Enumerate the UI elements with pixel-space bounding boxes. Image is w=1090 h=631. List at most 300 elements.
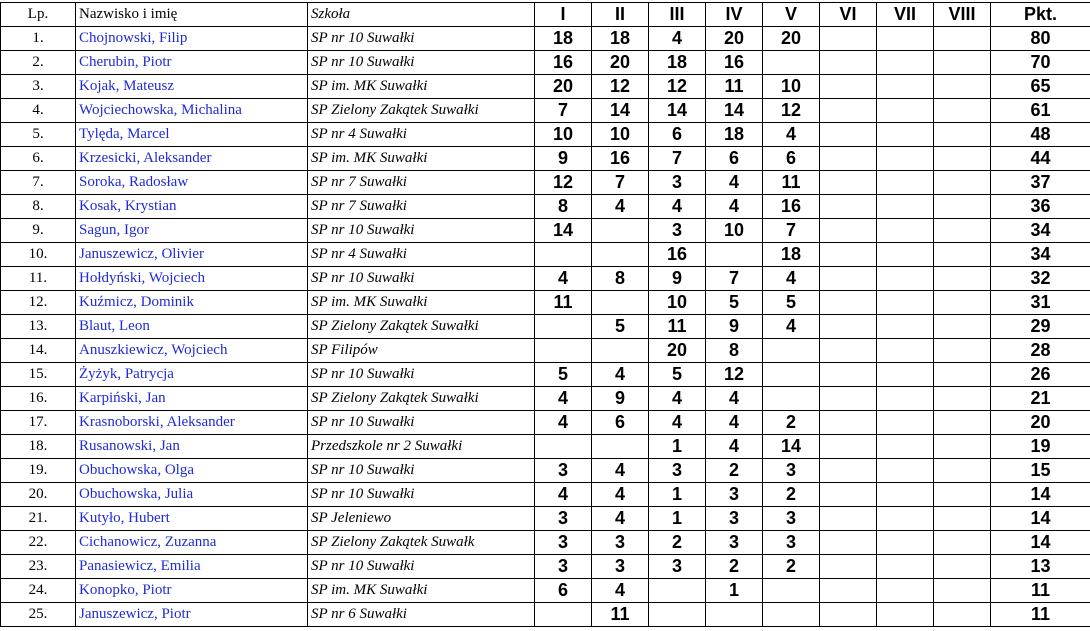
row-total: 21 <box>991 387 1090 411</box>
row-score <box>877 27 934 51</box>
row-school: SP nr 10 Suwałki <box>308 51 535 75</box>
row-total: 36 <box>991 195 1090 219</box>
row-total: 34 <box>991 219 1090 243</box>
row-score: 5 <box>592 315 649 339</box>
row-score: 7 <box>535 99 592 123</box>
results-table <box>0 2 1090 627</box>
table-row <box>1 459 1090 483</box>
row-score <box>934 603 991 627</box>
row-score <box>535 435 592 459</box>
header-round: VIII <box>934 3 991 27</box>
row-total: 26 <box>991 363 1090 387</box>
row-score <box>820 171 877 195</box>
row-score: 11 <box>535 291 592 315</box>
row-score <box>820 147 877 171</box>
row-score: 7 <box>592 171 649 195</box>
table-row <box>1 411 1090 435</box>
row-school: SP nr 7 Suwałki <box>308 171 535 195</box>
row-score: 20 <box>535 75 592 99</box>
row-name: Anuszkiewicz, Wojciech <box>76 339 308 363</box>
row-score: 5 <box>649 363 706 387</box>
row-lp: 25. <box>1 603 76 627</box>
row-name: Blaut, Leon <box>76 315 308 339</box>
header-name: Nazwisko i imię <box>76 3 308 27</box>
row-score: 4 <box>592 459 649 483</box>
row-score: 4 <box>706 435 763 459</box>
row-score <box>820 339 877 363</box>
row-name: Panasiewicz, Emilia <box>76 555 308 579</box>
row-score: 4 <box>649 387 706 411</box>
row-lp: 12. <box>1 291 76 315</box>
row-score <box>592 243 649 267</box>
row-score <box>877 603 934 627</box>
row-total: 13 <box>991 555 1090 579</box>
row-score: 16 <box>706 51 763 75</box>
row-score <box>877 579 934 603</box>
row-score <box>820 27 877 51</box>
row-score: 3 <box>649 219 706 243</box>
row-score <box>820 459 877 483</box>
row-school: SP nr 10 Suwałki <box>308 555 535 579</box>
row-name: Cherubin, Piotr <box>76 51 308 75</box>
row-name: Kutyło, Hubert <box>76 507 308 531</box>
row-lp: 17. <box>1 411 76 435</box>
row-score: 12 <box>592 75 649 99</box>
row-score: 1 <box>649 435 706 459</box>
row-score: 16 <box>763 195 820 219</box>
row-score <box>535 339 592 363</box>
row-score: 1 <box>649 483 706 507</box>
row-lp: 10. <box>1 243 76 267</box>
table-row <box>1 99 1090 123</box>
row-score <box>649 603 706 627</box>
row-name: Krzesicki, Aleksander <box>76 147 308 171</box>
row-score <box>877 171 934 195</box>
row-total: 20 <box>991 411 1090 435</box>
row-score <box>535 243 592 267</box>
row-score <box>820 99 877 123</box>
row-lp: 1. <box>1 27 76 51</box>
row-total: 14 <box>991 483 1090 507</box>
row-score <box>592 219 649 243</box>
table-body <box>1 27 1090 627</box>
row-score <box>820 603 877 627</box>
row-score: 1 <box>649 507 706 531</box>
row-name: Kojak, Mateusz <box>76 75 308 99</box>
row-name: Obuchowska, Olga <box>76 459 308 483</box>
row-score: 4 <box>592 507 649 531</box>
row-score: 11 <box>706 75 763 99</box>
row-score <box>763 51 820 75</box>
row-school: SP Zielony Zakątek Suwałki <box>308 387 535 411</box>
table-row <box>1 531 1090 555</box>
table-row <box>1 195 1090 219</box>
row-score <box>592 339 649 363</box>
row-total: 11 <box>991 579 1090 603</box>
row-score <box>934 291 991 315</box>
row-school: SP im. MK Suwałki <box>308 579 535 603</box>
row-score: 18 <box>706 123 763 147</box>
row-score: 11 <box>763 171 820 195</box>
row-score <box>934 363 991 387</box>
row-school: SP nr 10 Suwałki <box>308 363 535 387</box>
row-score: 8 <box>706 339 763 363</box>
row-total: 70 <box>991 51 1090 75</box>
row-score: 4 <box>535 267 592 291</box>
row-score: 9 <box>535 147 592 171</box>
row-score: 3 <box>706 507 763 531</box>
row-score <box>934 435 991 459</box>
table-row <box>1 483 1090 507</box>
row-score <box>934 123 991 147</box>
row-score <box>820 483 877 507</box>
row-lp: 22. <box>1 531 76 555</box>
row-score <box>763 339 820 363</box>
row-score: 7 <box>706 267 763 291</box>
header-round: VI <box>820 3 877 27</box>
row-score: 10 <box>649 291 706 315</box>
row-total: 29 <box>991 315 1090 339</box>
row-name: Soroka, Radosław <box>76 171 308 195</box>
row-school: SP im. MK Suwałki <box>308 75 535 99</box>
row-total: 37 <box>991 171 1090 195</box>
row-score <box>877 339 934 363</box>
row-score <box>877 147 934 171</box>
row-lp: 23. <box>1 555 76 579</box>
row-score: 12 <box>649 75 706 99</box>
row-score: 18 <box>535 27 592 51</box>
row-name: Kuźmicz, Dominik <box>76 291 308 315</box>
row-score <box>934 555 991 579</box>
row-total: 11 <box>991 603 1090 627</box>
row-score <box>877 267 934 291</box>
row-school: SP Zielony Zakątek Suwałki <box>308 315 535 339</box>
row-school: SP nr 6 Suwałki <box>308 603 535 627</box>
row-score: 2 <box>649 531 706 555</box>
row-score: 3 <box>763 507 820 531</box>
row-name: Krasnoborski, Aleksander <box>76 411 308 435</box>
header-row <box>1 3 1090 27</box>
row-total: 61 <box>991 99 1090 123</box>
row-score: 3 <box>706 531 763 555</box>
row-score: 14 <box>535 219 592 243</box>
row-score: 4 <box>592 195 649 219</box>
row-score <box>934 51 991 75</box>
row-score <box>877 219 934 243</box>
row-lp: 14. <box>1 339 76 363</box>
row-total: 15 <box>991 459 1090 483</box>
row-score <box>934 339 991 363</box>
row-score <box>763 387 820 411</box>
row-score <box>820 123 877 147</box>
row-score <box>877 411 934 435</box>
row-score <box>877 123 934 147</box>
row-score: 9 <box>649 267 706 291</box>
row-lp: 3. <box>1 75 76 99</box>
row-score: 3 <box>649 171 706 195</box>
row-score: 18 <box>763 243 820 267</box>
row-score <box>592 435 649 459</box>
row-score: 4 <box>535 387 592 411</box>
row-score <box>934 315 991 339</box>
table-row <box>1 27 1090 51</box>
row-score <box>877 435 934 459</box>
row-lp: 18. <box>1 435 76 459</box>
row-score <box>877 387 934 411</box>
row-score <box>934 531 991 555</box>
table-row <box>1 51 1090 75</box>
row-score <box>877 459 934 483</box>
row-score <box>934 267 991 291</box>
row-score <box>820 363 877 387</box>
row-score <box>877 243 934 267</box>
table-row <box>1 555 1090 579</box>
row-lp: 2. <box>1 51 76 75</box>
row-score <box>877 291 934 315</box>
row-score: 18 <box>649 51 706 75</box>
row-score: 5 <box>706 291 763 315</box>
row-school: SP Jeleniewo <box>308 507 535 531</box>
row-score: 18 <box>592 27 649 51</box>
row-score: 20 <box>592 51 649 75</box>
row-score: 2 <box>763 555 820 579</box>
row-name: Kosak, Krystian <box>76 195 308 219</box>
row-name: Hołdyński, Wojciech <box>76 267 308 291</box>
row-score: 10 <box>706 219 763 243</box>
row-score <box>877 363 934 387</box>
row-score: 2 <box>706 555 763 579</box>
table-row <box>1 267 1090 291</box>
row-name: Konopko, Piotr <box>76 579 308 603</box>
row-school: SP nr 7 Suwałki <box>308 195 535 219</box>
table-row <box>1 219 1090 243</box>
row-lp: 16. <box>1 387 76 411</box>
row-score: 4 <box>649 195 706 219</box>
row-score: 8 <box>535 195 592 219</box>
row-score <box>934 579 991 603</box>
row-name: Chojnowski, Filip <box>76 27 308 51</box>
row-total: 44 <box>991 147 1090 171</box>
row-lp: 4. <box>1 99 76 123</box>
row-score: 12 <box>535 171 592 195</box>
table-row <box>1 243 1090 267</box>
table-row <box>1 315 1090 339</box>
row-score: 10 <box>763 75 820 99</box>
row-score <box>535 603 592 627</box>
row-lp: 8. <box>1 195 76 219</box>
row-score <box>934 171 991 195</box>
row-score: 4 <box>763 123 820 147</box>
row-name: Obuchowska, Julia <box>76 483 308 507</box>
header-round: VII <box>877 3 934 27</box>
table-row <box>1 75 1090 99</box>
row-score <box>820 555 877 579</box>
row-score: 3 <box>592 555 649 579</box>
row-score: 20 <box>649 339 706 363</box>
row-score: 3 <box>706 483 763 507</box>
row-score: 16 <box>535 51 592 75</box>
row-score: 4 <box>706 387 763 411</box>
row-score <box>934 219 991 243</box>
header-total: Pkt. <box>991 3 1090 27</box>
row-score <box>820 315 877 339</box>
row-score <box>820 75 877 99</box>
row-total: 14 <box>991 507 1090 531</box>
row-score <box>934 411 991 435</box>
row-name: Wojciechowska, Michalina <box>76 99 308 123</box>
row-score: 12 <box>706 363 763 387</box>
row-score: 14 <box>706 99 763 123</box>
row-score: 5 <box>535 363 592 387</box>
row-score: 14 <box>592 99 649 123</box>
row-name: Cichanowicz, Zuzanna <box>76 531 308 555</box>
row-name: Januszewicz, Olivier <box>76 243 308 267</box>
row-score <box>877 531 934 555</box>
row-score: 6 <box>535 579 592 603</box>
table-row <box>1 579 1090 603</box>
table-row <box>1 363 1090 387</box>
row-school: SP nr 10 Suwałki <box>308 411 535 435</box>
row-name: Sagun, Igor <box>76 219 308 243</box>
row-score: 14 <box>763 435 820 459</box>
row-score <box>820 531 877 555</box>
row-name: Rusanowski, Jan <box>76 435 308 459</box>
row-score: 7 <box>649 147 706 171</box>
row-score: 2 <box>763 483 820 507</box>
row-lp: 13. <box>1 315 76 339</box>
row-score: 3 <box>592 531 649 555</box>
row-score <box>877 507 934 531</box>
row-score <box>877 555 934 579</box>
row-score: 3 <box>535 555 592 579</box>
row-score <box>877 75 934 99</box>
header-lp: Lp. <box>1 3 76 27</box>
row-lp: 15. <box>1 363 76 387</box>
header-round: V <box>763 3 820 27</box>
table-row <box>1 147 1090 171</box>
row-score <box>820 411 877 435</box>
row-score <box>934 507 991 531</box>
row-score: 20 <box>706 27 763 51</box>
row-score: 4 <box>649 27 706 51</box>
header-round: IV <box>706 3 763 27</box>
row-score: 7 <box>763 219 820 243</box>
row-score <box>706 243 763 267</box>
row-score <box>877 51 934 75</box>
header-school: Szkoła <box>308 3 535 27</box>
row-score <box>934 195 991 219</box>
row-score: 4 <box>535 411 592 435</box>
row-school: SP im. MK Suwałki <box>308 291 535 315</box>
row-score: 14 <box>649 99 706 123</box>
row-score <box>877 99 934 123</box>
row-score: 9 <box>592 387 649 411</box>
row-score: 4 <box>706 411 763 435</box>
row-score: 3 <box>535 531 592 555</box>
row-lp: 11. <box>1 267 76 291</box>
row-score <box>820 435 877 459</box>
row-score: 4 <box>706 195 763 219</box>
header-round: III <box>649 3 706 27</box>
row-score: 4 <box>535 483 592 507</box>
row-score: 4 <box>763 267 820 291</box>
row-total: 34 <box>991 243 1090 267</box>
row-score: 5 <box>763 291 820 315</box>
row-score <box>934 387 991 411</box>
row-total: 65 <box>991 75 1090 99</box>
row-score <box>934 99 991 123</box>
row-score <box>763 363 820 387</box>
row-score <box>934 459 991 483</box>
row-score: 11 <box>649 315 706 339</box>
row-score: 3 <box>763 531 820 555</box>
row-score: 20 <box>763 27 820 51</box>
row-name: Żyżyk, Patrycja <box>76 363 308 387</box>
row-score: 9 <box>706 315 763 339</box>
row-score: 4 <box>592 579 649 603</box>
row-score: 3 <box>535 507 592 531</box>
row-score: 11 <box>592 603 649 627</box>
row-score: 4 <box>649 411 706 435</box>
row-school: SP nr 10 Suwałki <box>308 483 535 507</box>
table-row <box>1 507 1090 531</box>
row-score: 6 <box>706 147 763 171</box>
table-row <box>1 339 1090 363</box>
row-score: 8 <box>592 267 649 291</box>
row-total: 32 <box>991 267 1090 291</box>
row-total: 48 <box>991 123 1090 147</box>
row-score: 12 <box>763 99 820 123</box>
row-school: SP Filipów <box>308 339 535 363</box>
table-row <box>1 435 1090 459</box>
table-row <box>1 603 1090 627</box>
row-score <box>820 51 877 75</box>
row-score <box>934 27 991 51</box>
row-score: 3 <box>649 459 706 483</box>
row-score <box>592 291 649 315</box>
row-score: 4 <box>763 315 820 339</box>
row-lp: 5. <box>1 123 76 147</box>
row-lp: 9. <box>1 219 76 243</box>
row-score <box>934 243 991 267</box>
row-name: Tylęda, Marcel <box>76 123 308 147</box>
row-score <box>820 291 877 315</box>
row-score: 16 <box>592 147 649 171</box>
row-score: 4 <box>592 363 649 387</box>
table-row <box>1 291 1090 315</box>
row-lp: 7. <box>1 171 76 195</box>
row-school: SP Zielony Zakątek Suwałki <box>308 99 535 123</box>
row-score: 3 <box>649 555 706 579</box>
row-name: Karpiński, Jan <box>76 387 308 411</box>
table-row <box>1 123 1090 147</box>
header-round: II <box>592 3 649 27</box>
row-school: SP Zielony Zakątek Suwałk <box>308 531 535 555</box>
row-score: 1 <box>706 579 763 603</box>
row-score <box>820 507 877 531</box>
row-score <box>820 195 877 219</box>
row-lp: 19. <box>1 459 76 483</box>
row-score: 3 <box>763 459 820 483</box>
row-score <box>934 483 991 507</box>
row-score <box>820 243 877 267</box>
row-school: Przedszkole nr 2 Suwałki <box>308 435 535 459</box>
row-score <box>763 603 820 627</box>
table-row <box>1 387 1090 411</box>
row-score: 6 <box>649 123 706 147</box>
row-lp: 6. <box>1 147 76 171</box>
row-total: 19 <box>991 435 1090 459</box>
